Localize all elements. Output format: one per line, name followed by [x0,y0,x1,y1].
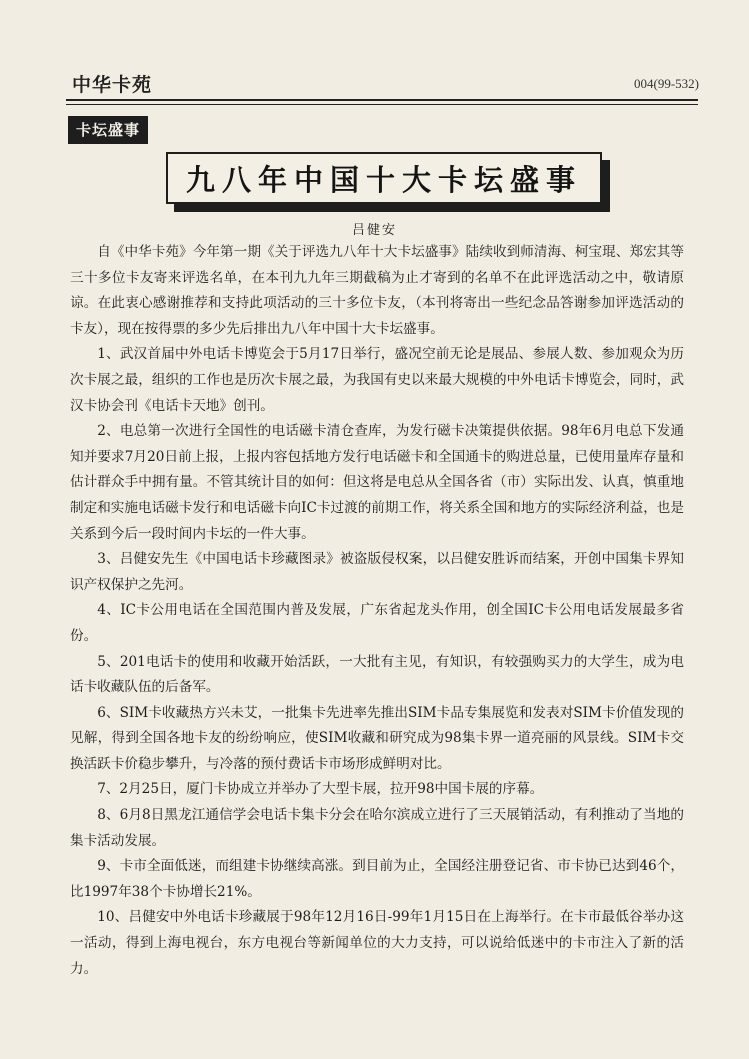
paragraph-item-8: 8、6月8日黑龙江通信学会电话卡集卡分会在哈尔滨成立进行了三天展销活动，有利推动了当地的集卡活动发展。 [70,807,684,849]
paragraph-item-9: 9、卡市全面低迷，而组建卡协继续高涨。到目前为止，全国经注册登记省、市卡协已达到46个，比1997年38个卡协增长21%。 [70,858,684,900]
article-author: 吕健安 [351,223,397,238]
paragraph-item-10: 10、吕健安中外电话卡珍藏展于98年12月16日-99年1月15日在上海举行。在卡市最低谷举办这一活动，得到上海电视台，东方电视台等新闻单位的大力支持，可以说给低迷中的卡市注入了新的活力。 [70,909,684,977]
article-title: 九八年中国十大卡坛盛事 [185,162,582,197]
paragraph-item-7: 7、2月25日，厦门卡协成立并举办了大型卡展，拉开98中国卡展的序幕。 [97,781,544,798]
paragraph-item-6: 6、SIM卡收藏热方兴未艾，一批集卡先进率先推出SIM卡品专集展览和发表对SIM卡价值发现的见解，得到全国各地卡友的纷纷响应，使SIM收藏和研究成为98集卡界一道亮丽的风景线。SIM卡交换活跃卡价稳步攀升，与冷落的预付费话卡市场形成鲜明对比。 [70,704,684,772]
paragraph-intro: 自《中华卡苑》今年第一期《关于评选九八年十大卡坛盛事》陆续收到师清海、柯宝琨、郑宏其等三十多位卡友寄来评选名单，在本刊九九年三期截稿为止才寄到的名单不在此评选活动之中，敬请原谅。在此衷心感谢推荐和支持此项活动的三十多位卡友，（本刊将寄出一些纪念品答谢参加评选活动的卡友），现在按得票的多少先后排出九八年中国十大卡坛盛事。 [70,244,684,337]
paragraph-item-5: 5、201电话卡的使用和收藏开始活跃，一大批有主见，有知识，有较强购买力的大学生，成为电话卡收藏队伍的后备军。 [70,653,684,696]
header-rule [66,99,698,105]
paragraph-item-4: 4、IC卡公用电话在全国范围内普及发展，广东省起龙头作用，创全国IC卡公用电话发展最多省份。 [70,602,684,644]
section-tag: 卡坛盛事 [68,116,148,144]
article-body [70,240,684,982]
paragraph-item-1: 1、武汉首届中外电话卡博览会于5月17日举行，盛况空前无论是展品、参展人数、参加观众为历次卡展之最，组织的工作也是历次卡展之最，为我国有史以来最大规模的中外电话卡博览会，同时，武汉卡协会刊《电话卡天地》创刊。 [70,346,684,414]
article-title-frame [166,152,602,204]
paragraph-item-3: 3、吕健安先生《中国电话卡珍藏图录》被盗版侵权案，以吕健安胜诉而结案，开创中国集卡界知识产权保护之先河。 [70,551,684,593]
journal-name: 中华卡苑 [72,74,153,96]
paragraph-item-2: 2、电总第一次进行全国性的电话磁卡清仓查库，为发行磁卡决策提供依据。98年6月电总下发通知并要求7月20日前上报，上报内容包括地方发行电话磁卡和全国通卡的购进总量，已使用量库存量和估计群众手中拥有量。不管其统计目的如何：但这将是电总从全国各省（市）实际出发、认真，慎重地制定和实施电话磁卡发行和电话磁卡向IC卡过渡的前期工作，将关系全国和地方的实际经济利益，也是关系到今后一段时间内卡坛的一件大事。 [70,423,684,542]
title-box [166,152,602,204]
issue-number: 004(99-532) [634,76,699,91]
